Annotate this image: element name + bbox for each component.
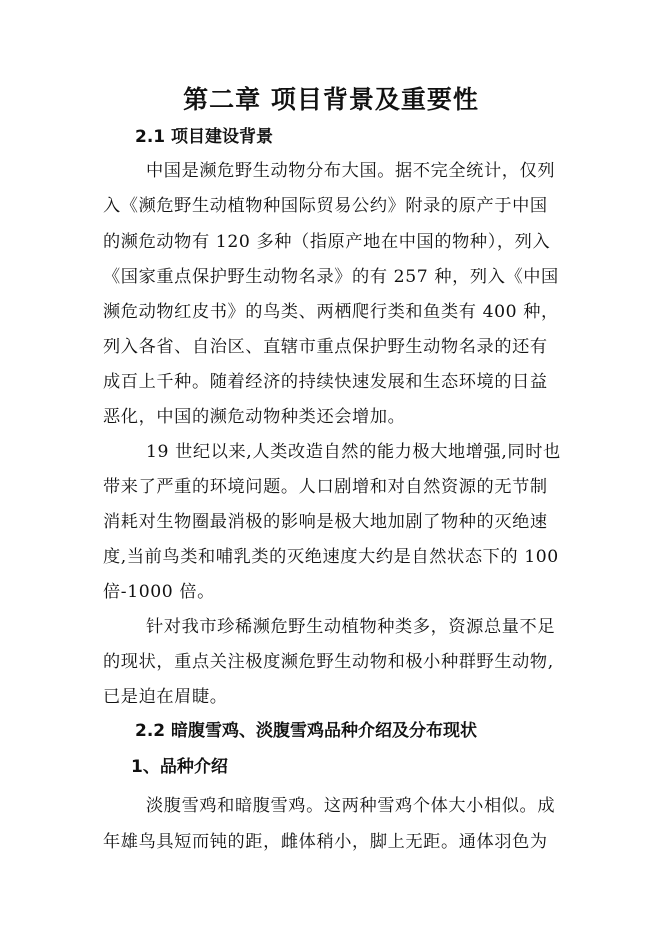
chapter-title: 第二章 项目背景及重要性 (183, 85, 479, 114)
paragraph-line: 已是迫在眉睫。 (103, 687, 228, 707)
paragraph-line: 入《濒危野生动植物种国际贸易公约》附录的原产于中国 (103, 196, 548, 216)
paragraph-line: 列入各省、自治区、直辖市重点保护野生动物名录的还有 (103, 337, 548, 357)
section-heading-2-2: 2.2 暗腹雪鸡、淡腹雪鸡品种介绍及分布现状 (135, 721, 478, 741)
paragraph-line: 成百上千种。随着经济的持续快速发展和生态环境的日益 (103, 372, 548, 392)
paragraph-line: 濒危动物红皮书》的鸟类、两栖爬行类和鱼类有 400 种， (103, 302, 559, 322)
paragraph-line: 的现状，重点关注极度濒危野生动物和极小种群野生动物, (103, 652, 554, 672)
paragraph-line: 恶化，中国的濒危动物种类还会增加。 (103, 407, 406, 427)
paragraph-line: 19 世纪以来,人类改造自然的能力极大地增强,同时也 (146, 442, 561, 462)
paragraph-line: 带来了严重的环境问题。人口剧增和对自然资源的无节制 (103, 477, 548, 497)
section-heading-2-1: 2.1 项目建设背景 (135, 127, 274, 147)
paragraph-line: 度,当前鸟类和哺乳类的灭绝速度大约是自然状态下的 100 (103, 547, 559, 567)
paragraph-line: 倍-1000 倍。 (103, 582, 215, 602)
paragraph-line: 淡腹雪鸡和暗腹雪鸡。这两种雪鸡个体大小相似。成 (146, 796, 556, 816)
paragraph-line: 消耗对生物圈最消极的影响是极大地加剧了物种的灭绝速 (103, 512, 548, 532)
paragraph-line: 《国家重点保护野生动物名录》的有 257 种，列入《中国 (103, 267, 559, 287)
paragraph-line: 的濒危动物有 120 多种（指原产地在中国的物种），列入 (103, 232, 551, 252)
paragraph-line: 针对我市珍稀濒危野生动植物种类多，资源总量不足 (146, 617, 556, 637)
paragraph-line: 中国是濒危野生动物分布大国。据不完全统计，仅列 (146, 161, 556, 181)
paragraph-line: 年雄鸟具短而钝的距，雌体稍小，脚上无距。通体羽色为 (103, 832, 548, 852)
sub-heading-breed-intro: 1、品种介绍 (131, 757, 228, 777)
